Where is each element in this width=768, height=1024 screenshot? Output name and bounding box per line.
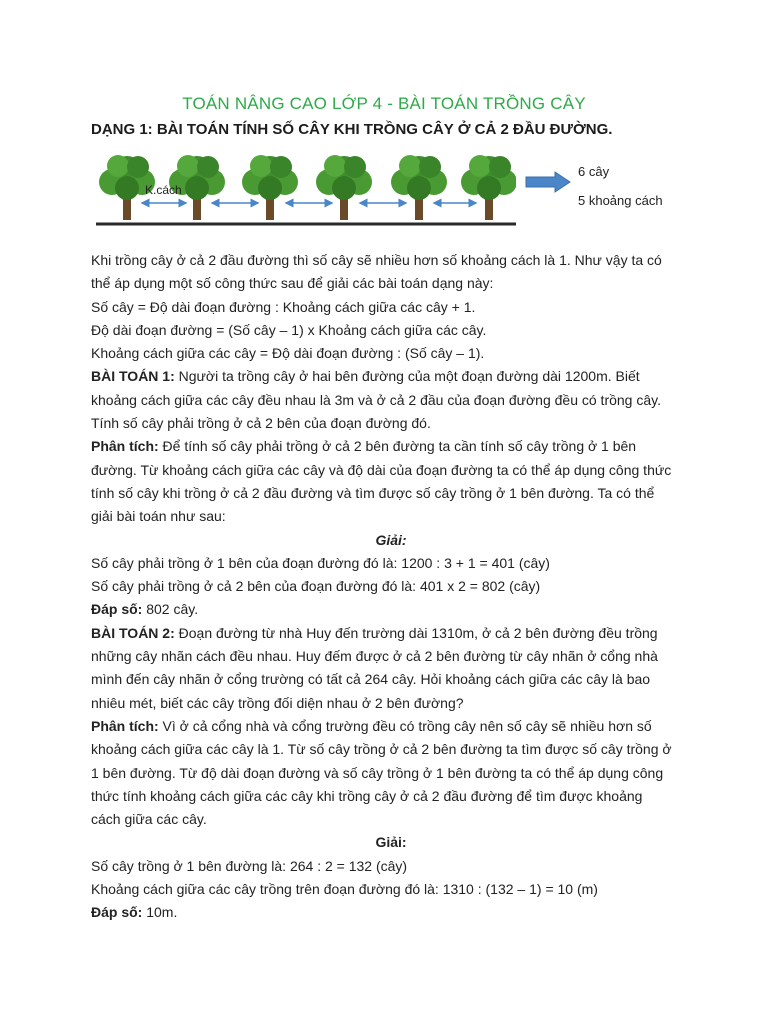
solution1-heading: Giải: (375, 531, 407, 548)
solution2-line: Khoảng cách giữa các cây trồng trên đoạn đường đó là: 1310 : (132 – 1) = 10 (m) (91, 881, 598, 898)
analysis1-line: giải bài toán như sau: (91, 508, 226, 525)
problem1-line: BÀI TOÁN 1: Người ta trồng cây ở hai bên đường của một đoạn đường dài 1200m. Biết (91, 368, 640, 385)
solution2-line: Số cây trồng ở 1 bên đường là: 264 : 2 = 132 (cây) (91, 857, 408, 874)
gap-label: K.cách (145, 183, 182, 197)
intro-line: Khi trồng cây ở cả 2 đầu đường thì số cây sẽ nhiều hơn số khoảng cách là 1. Như vậy ta có (91, 252, 662, 268)
analysis2-line: thức tính khoảng cách giữa các cây khi trồng cây ở cả 2 đầu đường để tìm được khoảng (91, 787, 643, 804)
solution2-heading: Giải: (375, 834, 407, 851)
problem1-line: Tính số cây phải trồng ở cả 2 bên của đoạn đường đó. (91, 415, 431, 432)
analysis1-label: Phân tích: (91, 438, 159, 455)
problem2-line: nhiêu mét, biết các cây trồng đối diện nhau ở 2 bên đường? (91, 694, 464, 711)
formula-line: Độ dài đoạn đường = (Số cây – 1) x Khoảng cách giữa các cây. (91, 321, 487, 338)
tree-icon (461, 155, 516, 220)
analysis2-label: Phân tích: (91, 717, 159, 734)
problem1-label: BÀI TOÁN 1: (91, 368, 175, 385)
arrow-right-icon (525, 171, 571, 193)
analysis1-line: Phân tích: Để tính số cây phải trồng ở cả 2 bên đường ta cần tính số cây trồng ở 1 bên (91, 438, 637, 455)
answer1-line: Đáp số: 802 cây. (91, 601, 199, 618)
document-title: TOÁN NÂNG CAO LỚP 4 - BÀI TOÁN TRỒNG CÂY (182, 94, 586, 113)
problem2-line: mình đến cây nhãn ở cổng trường có tất cả 264 cây. Hỏi khoảng cách giữa các cây là bao (91, 671, 651, 688)
problem1-line: khoảng cách giữa các cây đều nhau là 3m và ở cả 2 đầu của đoạn đường đều có trồng cây. (91, 391, 661, 408)
analysis2-line: Phân tích: Vì ở cả cổng nhà và cổng trường đều có trồng cây nên số cây sẽ nhiều hơn số (91, 717, 652, 734)
solution1-line: Số cây phải trồng ở 1 bên của đoạn đường đó là: 1200 : 3 + 1 = 401 (cây) (91, 554, 550, 571)
tree-icon (391, 155, 447, 220)
analysis2-line: 1 bên đường. Từ độ dài đoạn đường và số cây trồng ở 1 bên đường ta có thể áp dụng công (91, 764, 664, 781)
body-text (91, 249, 691, 925)
analysis2-line: cách giữa các cây. (91, 811, 207, 828)
formula-line: Số cây = Độ dài đoạn đường : Khoảng cách giữa các cây + 1. (91, 298, 476, 315)
problem2-label: BÀI TOÁN 2: (91, 624, 175, 641)
problem2-line: những cây nhãn cách đều nhau. Huy đếm được ở cả 2 bên đường từ cây nhãn ở cổng nhà (91, 648, 658, 665)
answer2-line: Đáp số: 10m. (91, 904, 178, 921)
solution1-line: Số cây phải trồng ở cả 2 bên của đoạn đường đó là: 401 x 2 = 802 (cây) (91, 578, 541, 595)
tree-icon (242, 155, 298, 220)
result-trees: 6 cây (578, 164, 610, 179)
analysis1-line: đường. Từ khoảng cách giữa các cây và độ dài của đoạn đường ta có thể áp dụng công thức (91, 461, 672, 478)
answer1-label: Đáp số: (91, 601, 143, 618)
section-heading: DẠNG 1: BÀI TOÁN TÍNH SỐ CÂY KHI TRỒNG CÂY Ở CẢ 2 ĐẦU ĐƯỜNG. (91, 121, 613, 138)
intro-line: thể áp dụng một số công thức sau để giải các bài toán dạng này: (91, 275, 494, 292)
answer2-label: Đáp số: (91, 904, 143, 921)
result-gaps: 5 khoảng cách (578, 193, 663, 208)
problem2-line: BÀI TOÁN 2: Đoạn đường từ nhà Huy đến trường dài 1310m, ở cả 2 bên đường đều trồng (91, 624, 658, 641)
analysis2-line: khoảng cách giữa các cây là 1. Từ số cây trồng ở cả 2 bên đường ta tìm được số cây trồng ở (91, 741, 672, 758)
tree-icon (316, 155, 372, 220)
analysis1-line: tính số cây khi trồng ở cả 2 đầu đường và tìm được số cây trồng ở 1 bên đường. Ta có thể (91, 484, 655, 501)
formula-line: Khoảng cách giữa các cây = Độ dài đoạn đường : (Số cây – 1). (91, 345, 485, 362)
